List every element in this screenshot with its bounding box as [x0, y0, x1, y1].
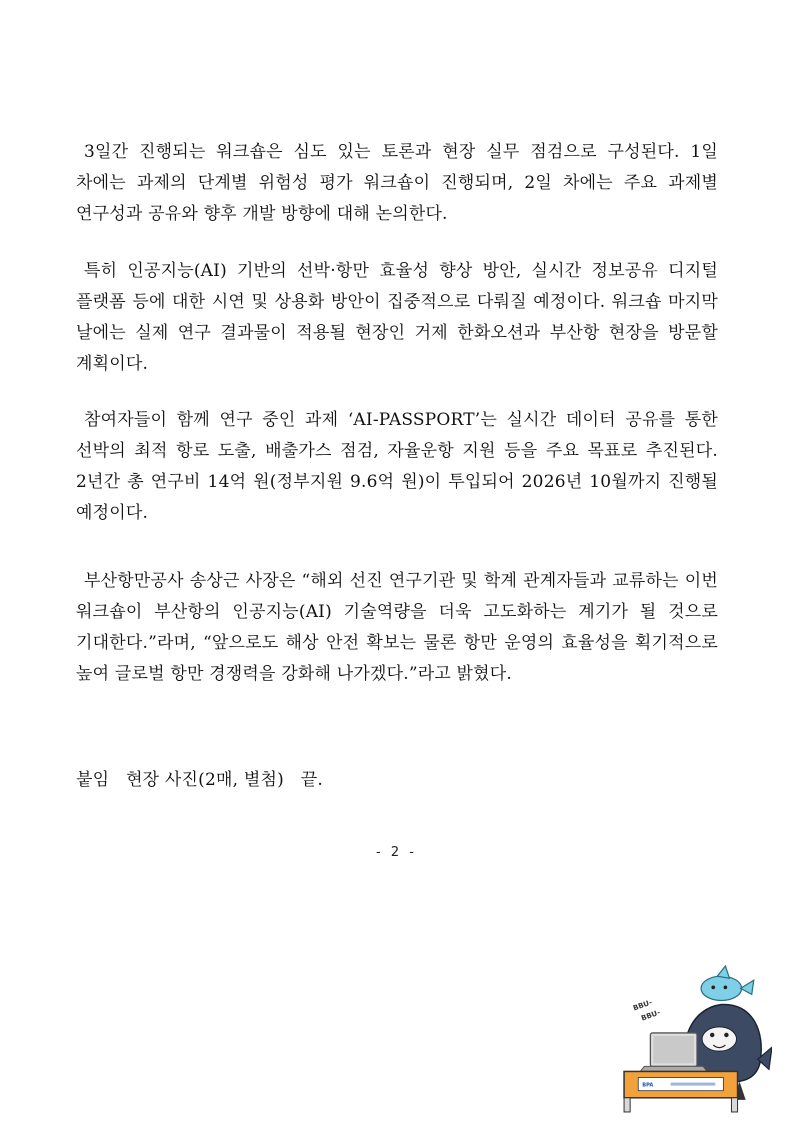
speech-bbu-1: BBU-: [631, 997, 654, 1013]
desk: [624, 1071, 737, 1112]
attachment-line: [76, 765, 718, 796]
desk-logo-text: BPA: [642, 1082, 654, 1089]
paragraph-text: 참여자들이 함께 연구 중인 과제 ‘AI-PASSPORT’는 실시간 데이터 공유를 통한 선박의 최적 항로 도출, 배출가스 점검, 자율운항 지원 등을 주요 목표로 추진된다. 2년간 총 연구비 14억 원(정부지원 9.6억 원)이 투입되어 2026년 10월까지 진행될 예정이다.: [76, 410, 718, 523]
laptop: [640, 1033, 707, 1072]
paragraph-text: 부산항만공사 송상근 사장은 “해외 선진 연구기관 및 학계 관계자들과 교류하는 이번 워크숍이 부산항의 인공지능(AI) 기술역량을 더욱 고도화하는 계기가 될 것으로 기대한다.”라며, “앞으로도 해상 안전 확보는 물론 항만 운영의 효율성을 획기적으로 높여 글로벌 항만 경쟁력을 강화해 나가겠다.”라고 밝혔다.: [76, 571, 718, 684]
paragraph-ceo-quote: [76, 566, 718, 690]
page-number: - 2 -: [376, 845, 417, 860]
paragraph-ai-passport: [76, 405, 718, 529]
speech-bbu-2: BBU-: [639, 1007, 662, 1023]
dolphin-character: [701, 966, 754, 1000]
speech-bubble-text: [632, 997, 662, 1022]
paragraph-workshop-schedule: [76, 137, 718, 230]
paragraph-ai-demo: [76, 256, 718, 380]
attachment-text: 현장 사진(2매, 별첨): [126, 770, 284, 790]
mascot-illustration: [620, 962, 772, 1114]
end-mark: 끝.: [300, 770, 323, 790]
paragraph-text: 3일간 진행되는 워크숍은 심도 있는 토론과 현장 실무 점검으로 구성된다. 1일 차에는 과제의 단계별 위험성 평가 워크숍이 진행되며, 2일 차에는 주요 과제별 연구성과 공유와 향후 개발 방향에 대해 논의한다.: [76, 142, 718, 224]
attachment-label: 붙임: [76, 770, 110, 790]
paragraph-text: 특히 인공지능(AI) 기반의 선박·항만 효율성 향상 방안, 실시간 정보공유 디지털 플랫폼 등에 대한 시연 및 상용화 방안이 집중적으로 다뤄질 예정이다. 워크숍 마지막 날에는 실제 연구 결과물이 적용될 현장인 거제 한화오션과 부산항 현장을 방문할 계획이다.: [76, 261, 718, 374]
